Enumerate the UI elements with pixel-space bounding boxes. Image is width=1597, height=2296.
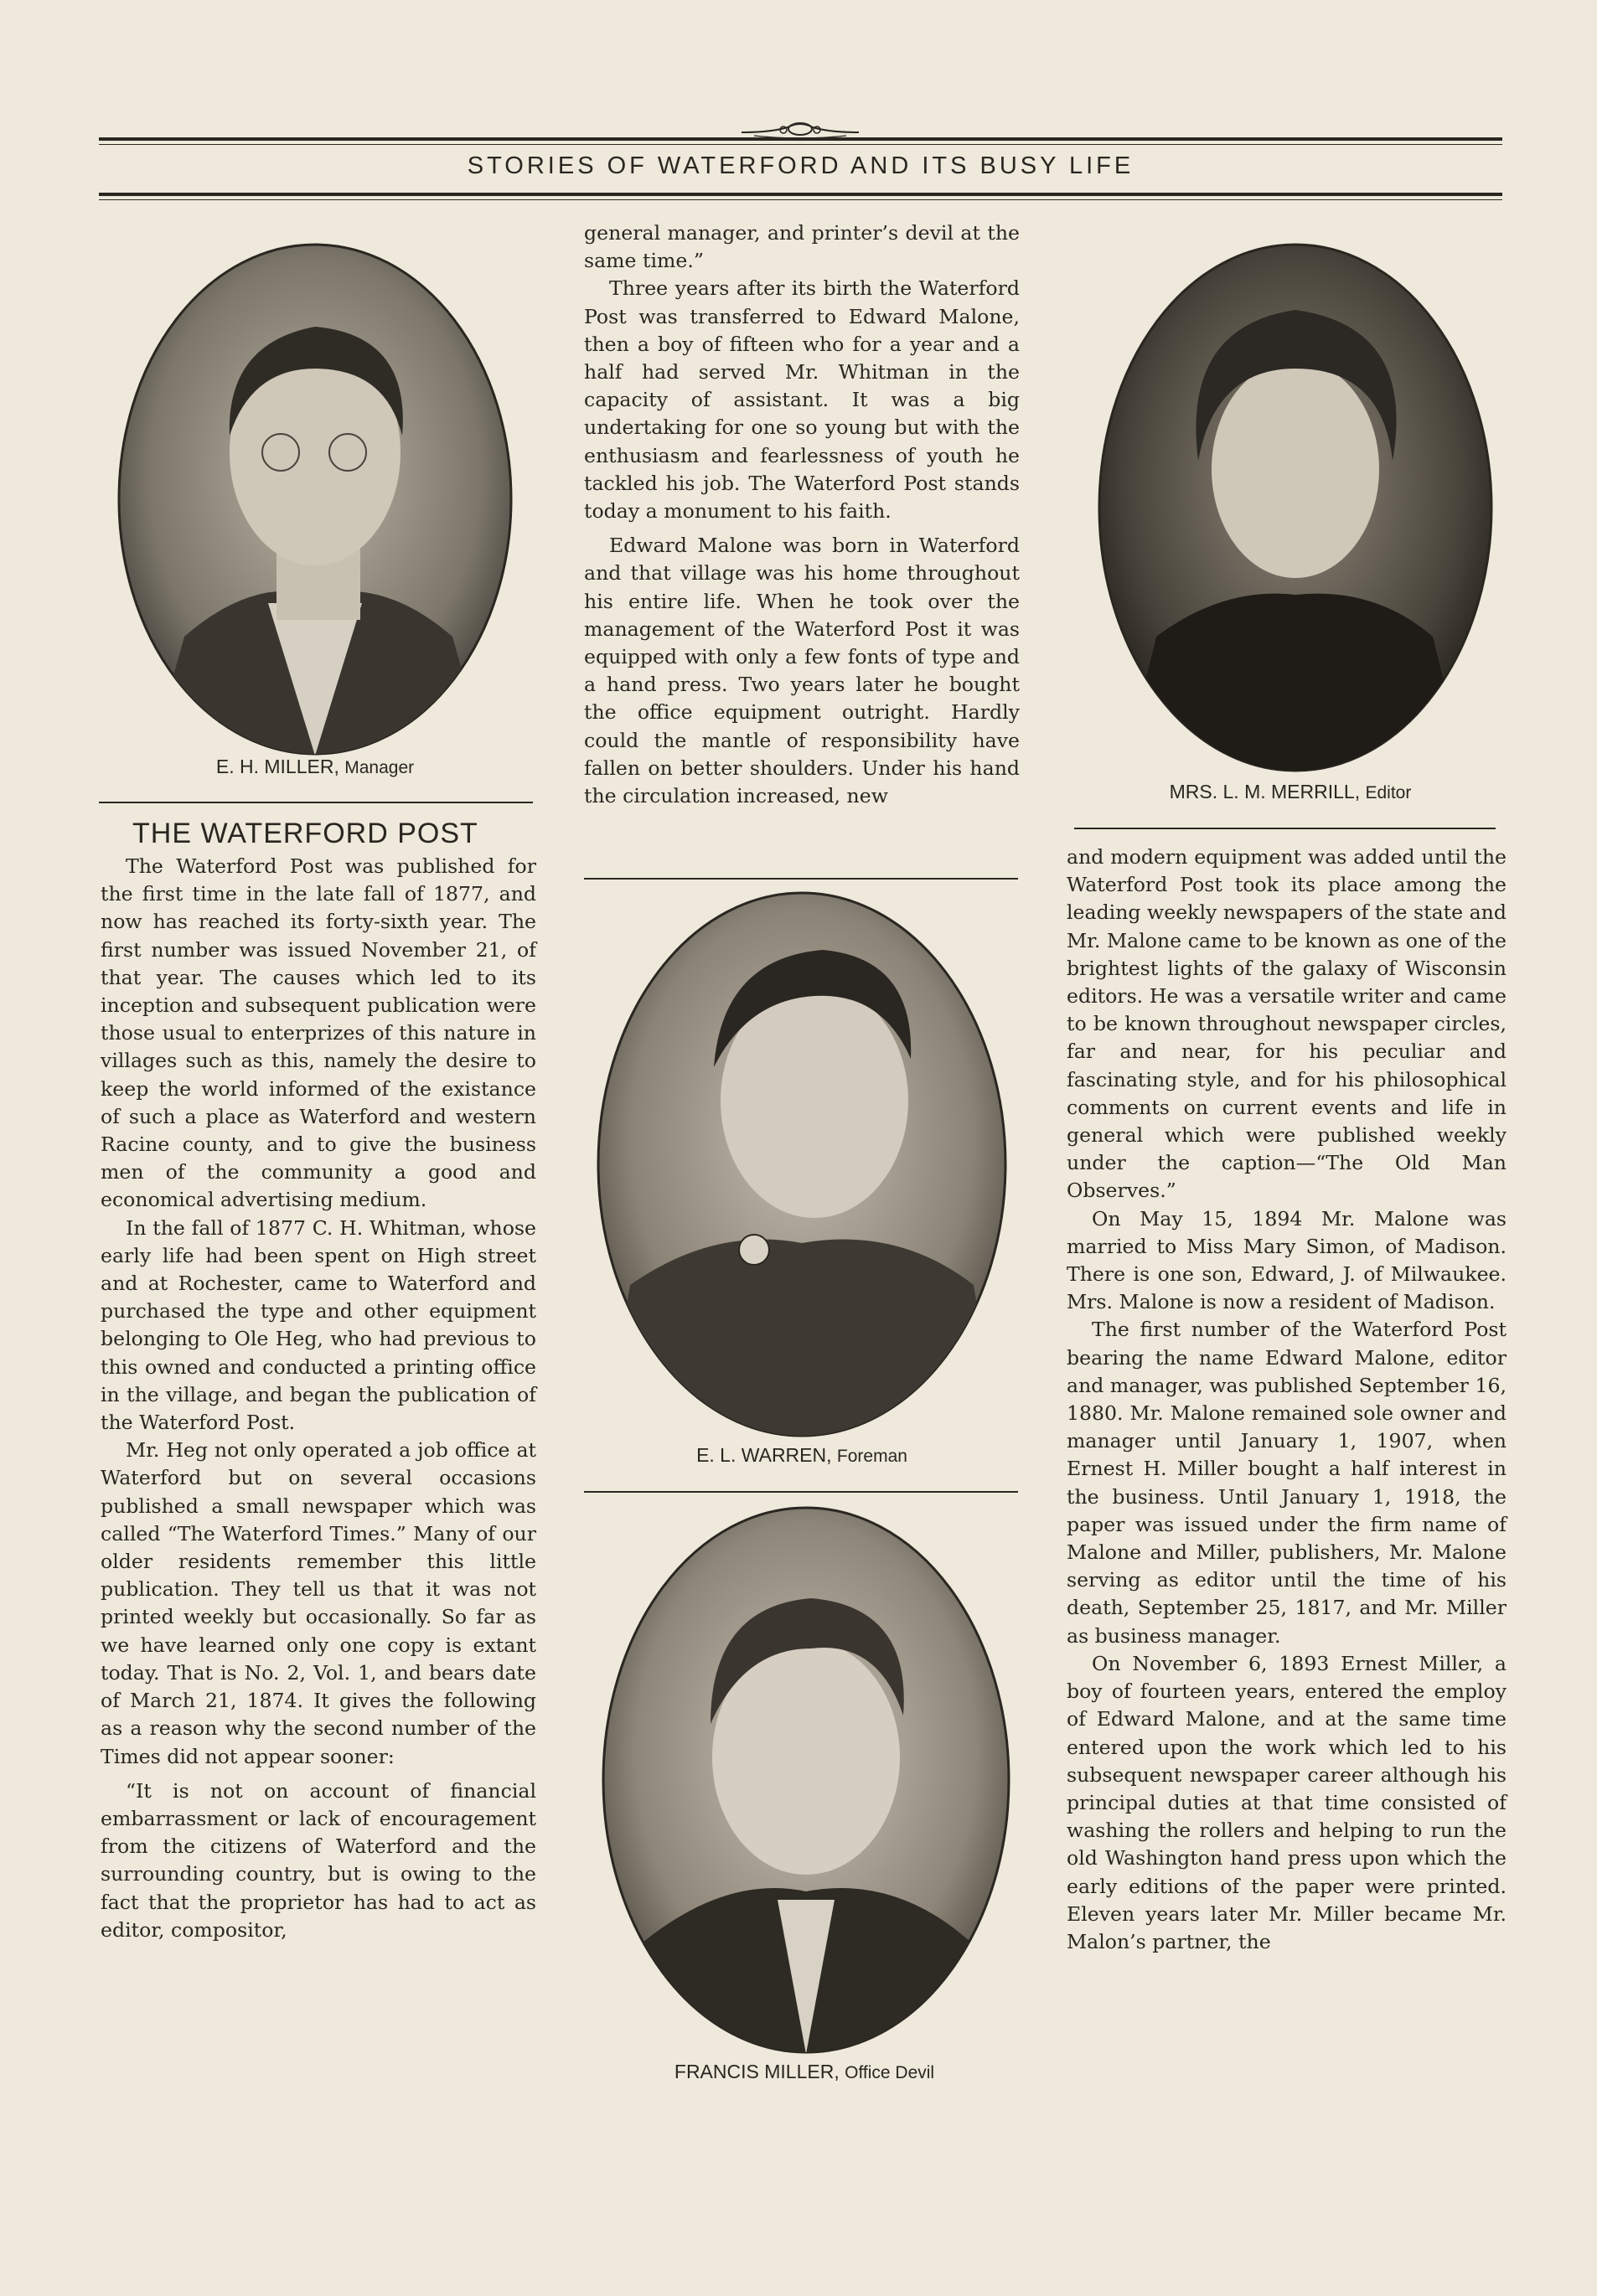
col3-paragraph-3: The first number of the Waterford Post bearing the name Edward Malone, editor and manager, was published September 16, 1880. Mr. Malone remained sole owner and manager until January 1, 1907, when Ernest H. Miller bought a half interest in the business. Until January 1, 1918, the paper was issued under the firm name of Malone and Miller, publishers, Mr. Malone serving as editor until the time of his death, September 25, 1817, and Mr. Miller as business manager. — [1067, 1318, 1507, 1648]
caption-miller-name: E. H. MILLER, — [215, 756, 339, 777]
article-column-3 — [1067, 844, 1507, 1956]
portrait-warren-image — [597, 891, 1007, 1437]
divider-col1 — [99, 802, 533, 803]
caption-warren — [587, 1444, 1017, 1467]
caption-miller-role: Manager — [344, 758, 415, 777]
caption-francis-name: FRANCIS MILLER, — [674, 2061, 840, 2082]
article-title: THE WATERFORD POST — [132, 818, 478, 849]
col3-paragraph-4: On November 6, 1893 Ernest Miller, a boy of fourteen years, entered the employ of Edward Malone, and at the same time entered upon the work which led to his subsequent newspaper career although his principal duties at that time consisted of washing the rollers and helping to run the old Washington hand press upon which the early editions of the paper were printed. Eleven years later Mr. Miller became Mr. Malon’s partner, the — [1067, 1651, 1507, 1953]
col3-paragraph-1: and modern equipment was added until the Waterford Post took its place among the leading weekly newspapers of the state and Mr. Malone came to be known as one of the brightest lights of the galaxy of Wisconsin editors. He was a versatile writer and came to be known throughout newspaper circles, far and near, for his peculiar and fascinating style, and for his philosophical comments on current events and life in general which were published weekly under the caption—“The Old Man Observes.” — [1067, 845, 1507, 1203]
divider-col2-lower — [584, 1491, 1018, 1493]
header-rule-top — [99, 137, 1502, 141]
portrait-miller-image — [117, 243, 513, 756]
header-rule-bottom — [99, 193, 1502, 196]
caption-warren-name: E. L. WARREN, — [696, 1444, 832, 1466]
divider-col3 — [1074, 828, 1496, 829]
caption-miller — [117, 756, 513, 778]
col3-paragraph-2: On May 15, 1894 Mr. Malone was married to Miss Mary Simon, of Madison. There is one son, Edward, J. of Milwaukee. Mrs. Malone is now a resident of Madison. — [1067, 1206, 1507, 1314]
portrait-warren — [597, 891, 1007, 1437]
portrait-merrill — [1098, 243, 1493, 772]
col1-paragraph-4: “It is not on account of financial embarrassment or lack of encouragement from the citizens of Waterford and the surrounding country, but is owing to the fact that the proprietor has had to act as editor, compositor, — [101, 1778, 536, 1942]
col1-paragraph-1: The Waterford Post was published for the first time in the late fall of 1877, and now has reached its forty-sixth year. The first number was issued November 21, of that year. The causes which led to its inception and subsequent publication were those usual to enterprizes of this nature in villages such as this, namely the desire to keep the world informed of the existance of such a place as Waterford and western Racine county, and to give the business men of the community a good and economical advertising medium. — [101, 854, 536, 1212]
portrait-merrill-image — [1098, 243, 1493, 772]
caption-francis — [587, 2061, 1022, 2083]
portrait-francis-image — [602, 1506, 1010, 2054]
caption-warren-role: Foreman — [836, 1447, 907, 1466]
caption-merrill-role: Editor — [1365, 783, 1412, 802]
header-rule-top-thin — [99, 144, 1502, 145]
col2-paragraph-3: Edward Malone was born in Waterford and that village was his home throughout his entire life. When he took over the management of the Waterford Post it was equipped with only a few fonts of type and a hand press. Two years later he bought the office equipment outright. Hardly could the mantle of responsibility have fallen on better shoulders. Under his hand the circulation increased, new — [584, 534, 1020, 808]
col1-paragraph-2: In the fall of 1877 C. H. Whitman, whose early life had been spent on High street and at Rochester, came to Waterford and purchased the type and other equipment belonging to Ole Heg, who had previous to this owned and conducted a printing office in the village, and began the publication of the Waterford Post. — [101, 1215, 536, 1435]
portrait-miller — [117, 243, 513, 756]
col2-paragraph-2: Three years after its birth the Waterford Post was transferred to Edward Malone, then a boy of fifteen who for a year and a half had served Mr. Whitman in the capacity of assistant. It was a big undertaking for one so young but with the enthusiasm and fearlessness of youth he tackled his job. The Waterford Post stands today a monument to his faith. — [584, 276, 1020, 524]
article-column-1 — [101, 853, 536, 1944]
col1-paragraph-3: Mr. Heg not only operated a job office at Waterford but on several occasions published a small newspaper which was called “The Waterford Times.” Many of our older residents remember this little publication. They tell us that it was not printed weekly but occasionally. So far as we have learned only one copy is extant today. That is No. 2, Vol. 1, and bears date of March 21, 1874. It gives the following as a reason why the second number of the Times did not appear sooner: — [101, 1438, 536, 1768]
col2-paragraph-1: general manager, and printer’s devil at the same time.” — [584, 221, 1020, 273]
article-column-2 — [584, 219, 1020, 810]
caption-merrill — [1072, 781, 1508, 803]
caption-merrill-name: MRS. L. M. MERRILL, — [1169, 781, 1361, 802]
header-rule-bottom-thin — [99, 199, 1502, 200]
caption-francis-role: Office Devil — [845, 2063, 935, 2082]
divider-col2-mid — [584, 878, 1018, 880]
portrait-francis — [602, 1506, 1010, 2054]
running-title: STORIES OF WATERFORD AND ITS BUSY LIFE — [467, 152, 1134, 179]
